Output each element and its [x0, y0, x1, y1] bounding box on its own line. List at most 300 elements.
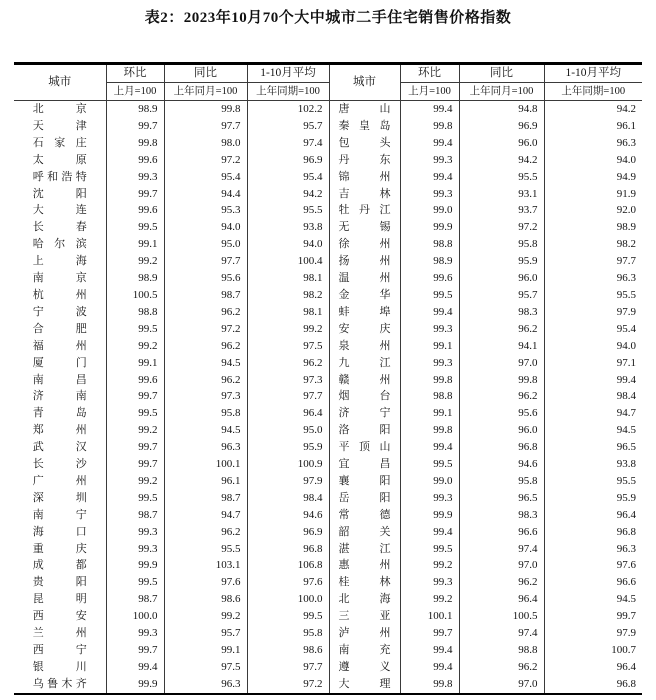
mom-value-cell: 99.7: [106, 388, 164, 405]
city-cell: [329, 321, 400, 338]
yoy-value-cell: 97.7: [164, 118, 247, 135]
avg-value-cell: 94.6: [247, 507, 329, 524]
city-name: 牡 丹 江: [338, 204, 391, 217]
mom-value-cell: 99.5: [106, 219, 164, 236]
yoy-value-cell: 96.4: [459, 591, 544, 608]
city-cell: [329, 659, 400, 676]
city-cell: [329, 253, 400, 270]
yoy-value-cell: 97.7: [164, 253, 247, 270]
avg-value-cell: 100.7: [544, 642, 642, 659]
mom-value-cell: 99.9: [106, 676, 164, 694]
avg-value-cell: 97.9: [544, 304, 642, 321]
city-cell: [14, 557, 106, 574]
yoy-value-cell: 96.5: [459, 490, 544, 507]
yoy-value-cell: 96.3: [164, 439, 247, 456]
mom-value-cell: 99.4: [400, 659, 459, 676]
avg-value-cell: 96.3: [544, 541, 642, 558]
table-row: [14, 557, 642, 574]
mom-value-cell: 98.8: [400, 236, 459, 253]
city-name: 呼 和 浩 特: [32, 170, 87, 183]
avg-value-cell: 98.9: [544, 219, 642, 236]
avg-value-cell: 100.0: [247, 591, 329, 608]
avg-value-cell: 96.1: [544, 118, 642, 135]
avg-value-cell: 93.8: [247, 219, 329, 236]
table-row: [14, 541, 642, 558]
mom-value-cell: 98.7: [106, 507, 164, 524]
city-cell: [14, 135, 106, 152]
yoy-value-cell: 97.2: [164, 152, 247, 169]
city-cell: [14, 186, 106, 203]
yoy-value-cell: 98.7: [164, 490, 247, 507]
table-row: [14, 473, 642, 490]
yoy-value-cell: 98.6: [164, 591, 247, 608]
yoy-value-cell: 96.2: [459, 659, 544, 676]
city-cell: [329, 338, 400, 355]
yoy-value-cell: 93.1: [459, 186, 544, 203]
mom-value-cell: 99.7: [400, 625, 459, 642]
city-name: 无 锡: [338, 221, 391, 234]
city-name: 吉 林: [338, 187, 391, 200]
mom-value-cell: 98.8: [400, 388, 459, 405]
header-avg-right: 1-10月平均: [544, 64, 642, 83]
avg-value-cell: 99.4: [544, 372, 642, 389]
city-name: 贵 阳: [32, 576, 87, 589]
city-name: 常 德: [338, 508, 391, 521]
table-body: [14, 101, 642, 694]
city-name: 遵 义: [338, 660, 391, 673]
avg-value-cell: 97.7: [544, 253, 642, 270]
city-name: 宁 波: [32, 305, 87, 318]
avg-value-cell: 95.5: [247, 202, 329, 219]
avg-value-cell: 98.2: [544, 236, 642, 253]
city-name: 丹 东: [338, 153, 391, 166]
yoy-value-cell: 97.6: [164, 574, 247, 591]
city-cell: [14, 676, 106, 694]
avg-value-cell: 95.9: [247, 439, 329, 456]
mom-value-cell: 99.5: [106, 321, 164, 338]
city-cell: [14, 608, 106, 625]
mom-value-cell: 99.9: [400, 507, 459, 524]
avg-value-cell: 97.9: [544, 625, 642, 642]
table-row: [14, 422, 642, 439]
city-name: 宜 昌: [338, 458, 391, 471]
yoy-value-cell: 97.4: [459, 625, 544, 642]
table-title: 表2：2023年10月70个大中城市二手住宅销售价格指数: [144, 10, 512, 26]
mom-value-cell: 99.3: [106, 625, 164, 642]
city-cell: [329, 169, 400, 186]
mom-value-cell: 99.4: [400, 642, 459, 659]
header-mom-base-left: 上月=100: [106, 83, 164, 101]
yoy-value-cell: 95.8: [459, 473, 544, 490]
header-city-left: 城市: [14, 64, 106, 101]
city-name: 重 庆: [32, 542, 87, 555]
avg-value-cell: 95.5: [544, 287, 642, 304]
mom-value-cell: 99.4: [400, 101, 459, 118]
city-cell: [329, 591, 400, 608]
city-cell: [329, 524, 400, 541]
yoy-value-cell: 96.2: [164, 338, 247, 355]
city-cell: [329, 186, 400, 203]
city-name: 成 都: [32, 559, 87, 572]
avg-value-cell: 94.5: [544, 591, 642, 608]
city-cell: [14, 338, 106, 355]
city-cell: [329, 574, 400, 591]
header-row-measures: [14, 64, 642, 83]
header-yoy-left: 同比: [164, 64, 247, 83]
yoy-value-cell: 94.5: [164, 422, 247, 439]
avg-value-cell: 97.9: [247, 473, 329, 490]
yoy-value-cell: 99.1: [164, 642, 247, 659]
city-cell: [329, 372, 400, 389]
city-name: 昆 明: [32, 593, 87, 606]
mom-value-cell: 99.3: [106, 169, 164, 186]
table-row: [14, 659, 642, 676]
mom-value-cell: 99.3: [400, 574, 459, 591]
city-cell: [14, 101, 106, 118]
city-name: 银 川: [32, 660, 87, 673]
avg-value-cell: 96.3: [544, 135, 642, 152]
mom-value-cell: 99.1: [106, 355, 164, 372]
yoy-value-cell: 96.2: [459, 388, 544, 405]
city-name: 韶 关: [338, 525, 391, 538]
city-cell: [14, 304, 106, 321]
avg-value-cell: 100.4: [247, 253, 329, 270]
city-cell: [14, 236, 106, 253]
avg-value-cell: 94.0: [544, 152, 642, 169]
table-row: [14, 253, 642, 270]
mom-value-cell: 99.2: [400, 557, 459, 574]
city-name: 徐 州: [338, 238, 391, 251]
city-name: 北 海: [338, 593, 391, 606]
city-cell: [14, 490, 106, 507]
city-cell: [329, 236, 400, 253]
mom-value-cell: 99.8: [400, 118, 459, 135]
city-cell: [329, 557, 400, 574]
city-name: 南 京: [32, 272, 87, 285]
mom-value-cell: 99.8: [400, 372, 459, 389]
mom-value-cell: 99.5: [400, 456, 459, 473]
city-cell: [329, 405, 400, 422]
mom-value-cell: 99.3: [400, 186, 459, 203]
city-name: 哈 尔 滨: [32, 238, 87, 251]
city-cell: [329, 219, 400, 236]
yoy-value-cell: 98.7: [164, 287, 247, 304]
city-name: 扬 州: [338, 255, 391, 268]
city-name: 西 安: [32, 610, 87, 623]
mom-value-cell: 99.9: [400, 219, 459, 236]
avg-value-cell: 96.2: [247, 355, 329, 372]
avg-value-cell: 95.7: [247, 118, 329, 135]
table-row: [14, 676, 642, 694]
mom-value-cell: 99.7: [106, 642, 164, 659]
city-cell: [329, 676, 400, 694]
yoy-value-cell: 94.6: [459, 456, 544, 473]
city-name: 泸 州: [338, 627, 391, 640]
avg-value-cell: 98.4: [544, 388, 642, 405]
city-cell: [14, 270, 106, 287]
yoy-value-cell: 99.8: [459, 372, 544, 389]
mom-value-cell: 99.2: [106, 338, 164, 355]
avg-value-cell: 97.7: [247, 388, 329, 405]
table-row: [14, 118, 642, 135]
avg-value-cell: 96.4: [247, 405, 329, 422]
city-name: 岳 阳: [338, 491, 391, 504]
mom-value-cell: 99.4: [400, 524, 459, 541]
avg-value-cell: 97.2: [247, 676, 329, 694]
table-row: [14, 625, 642, 642]
avg-value-cell: 100.9: [247, 456, 329, 473]
city-cell: [329, 287, 400, 304]
avg-value-cell: 94.2: [544, 101, 642, 118]
city-name: 包 头: [338, 136, 391, 149]
table-row: [14, 270, 642, 287]
city-name: 南 宁: [32, 508, 87, 521]
city-cell: [14, 524, 106, 541]
city-cell: [14, 507, 106, 524]
city-name: 南 充: [338, 644, 391, 656]
yoy-value-cell: 94.4: [164, 186, 247, 203]
avg-value-cell: 97.3: [247, 372, 329, 389]
mom-value-cell: 99.1: [400, 405, 459, 422]
city-name: 厦 门: [32, 356, 87, 369]
mom-value-cell: 99.4: [400, 135, 459, 152]
table-row: [14, 186, 642, 203]
mom-value-cell: 99.7: [106, 186, 164, 203]
mom-value-cell: 99.2: [106, 422, 164, 439]
city-name: 金 华: [338, 288, 391, 301]
mom-value-cell: 99.4: [106, 659, 164, 676]
mom-value-cell: 99.2: [106, 473, 164, 490]
avg-value-cell: 98.1: [247, 304, 329, 321]
avg-value-cell: 94.5: [544, 422, 642, 439]
yoy-value-cell: 103.1: [164, 557, 247, 574]
table-row: [14, 355, 642, 372]
yoy-value-cell: 94.7: [164, 507, 247, 524]
table-row: [14, 456, 642, 473]
yoy-value-cell: 96.3: [164, 676, 247, 694]
mom-value-cell: 98.9: [400, 253, 459, 270]
city-cell: [14, 169, 106, 186]
city-name: 大 理: [338, 677, 391, 690]
city-cell: [14, 456, 106, 473]
city-name: 郑 州: [32, 424, 87, 437]
header-yoy-right: 同比: [459, 64, 544, 83]
yoy-value-cell: 96.2: [459, 321, 544, 338]
avg-value-cell: 96.3: [544, 270, 642, 287]
city-cell: [14, 219, 106, 236]
mom-value-cell: 99.3: [400, 321, 459, 338]
avg-value-cell: 95.0: [247, 422, 329, 439]
yoy-value-cell: 97.0: [459, 557, 544, 574]
yoy-value-cell: 95.5: [164, 541, 247, 558]
city-name: 天 津: [32, 119, 87, 132]
yoy-value-cell: 96.2: [164, 524, 247, 541]
avg-value-cell: 95.4: [544, 321, 642, 338]
city-name: 武 汉: [32, 441, 87, 454]
header-avg-base-right: 上年同期=100: [544, 83, 642, 101]
city-cell: [14, 202, 106, 219]
city-cell: [14, 591, 106, 608]
yoy-value-cell: 93.7: [459, 202, 544, 219]
yoy-value-cell: 95.8: [459, 236, 544, 253]
header-mom-right: 环比: [400, 64, 459, 83]
avg-value-cell: 94.2: [247, 186, 329, 203]
yoy-value-cell: 95.6: [164, 270, 247, 287]
yoy-value-cell: 95.9: [459, 253, 544, 270]
city-name: 杭 州: [32, 288, 87, 301]
city-name: 长 春: [32, 221, 87, 234]
header-avg-left: 1-10月平均: [247, 64, 329, 83]
city-name: 三 亚: [338, 610, 391, 623]
city-name: 平 顶 山: [338, 441, 391, 454]
avg-value-cell: 99.7: [544, 608, 642, 625]
city-name: 西 宁: [32, 644, 87, 656]
yoy-value-cell: 96.9: [459, 118, 544, 135]
yoy-value-cell: 94.0: [164, 219, 247, 236]
city-cell: [329, 642, 400, 659]
mom-value-cell: 99.8: [400, 676, 459, 694]
table-row: [14, 135, 642, 152]
yoy-value-cell: 97.4: [459, 541, 544, 558]
table-row: [14, 608, 642, 625]
city-cell: [329, 473, 400, 490]
table-row: [14, 287, 642, 304]
city-cell: [329, 135, 400, 152]
yoy-value-cell: 97.2: [164, 321, 247, 338]
city-cell: [329, 388, 400, 405]
city-name: 洛 阳: [338, 424, 391, 437]
city-name: 福 州: [32, 339, 87, 352]
mom-value-cell: 99.6: [106, 372, 164, 389]
yoy-value-cell: 99.2: [164, 608, 247, 625]
city-name: 广 州: [32, 474, 87, 487]
mom-value-cell: 99.1: [106, 236, 164, 253]
avg-value-cell: 96.8: [544, 524, 642, 541]
city-cell: [329, 355, 400, 372]
table-row: [14, 152, 642, 169]
table-row: [14, 372, 642, 389]
yoy-value-cell: 96.2: [164, 304, 247, 321]
city-name: 襄 阳: [338, 474, 391, 487]
mom-value-cell: 99.4: [400, 304, 459, 321]
header-mom-left: 环比: [106, 64, 164, 83]
city-cell: [329, 118, 400, 135]
mom-value-cell: 99.7: [106, 439, 164, 456]
yoy-value-cell: 95.6: [459, 405, 544, 422]
yoy-value-cell: 96.2: [459, 574, 544, 591]
mom-value-cell: 99.0: [400, 473, 459, 490]
yoy-value-cell: 98.3: [459, 304, 544, 321]
mom-value-cell: 98.9: [106, 270, 164, 287]
avg-value-cell: 102.2: [247, 101, 329, 118]
yoy-value-cell: 95.3: [164, 202, 247, 219]
city-cell: [329, 101, 400, 118]
avg-value-cell: 97.4: [247, 135, 329, 152]
city-name: 海 口: [32, 525, 87, 538]
yoy-value-cell: 97.5: [164, 659, 247, 676]
city-cell: [329, 152, 400, 169]
city-name: 湛 江: [338, 542, 391, 555]
yoy-value-cell: 96.1: [164, 473, 247, 490]
avg-value-cell: 97.7: [247, 659, 329, 676]
yoy-value-cell: 98.8: [459, 642, 544, 659]
table-row: [14, 642, 642, 659]
mom-value-cell: 98.7: [106, 591, 164, 608]
city-cell: [14, 625, 106, 642]
yoy-value-cell: 96.6: [459, 524, 544, 541]
avg-value-cell: 98.2: [247, 287, 329, 304]
city-cell: [14, 355, 106, 372]
yoy-value-cell: 100.1: [164, 456, 247, 473]
mom-value-cell: 98.9: [106, 101, 164, 118]
mom-value-cell: 99.5: [106, 405, 164, 422]
mom-value-cell: 99.8: [400, 422, 459, 439]
table-row: [14, 202, 642, 219]
avg-value-cell: 98.4: [247, 490, 329, 507]
header-avg-base-left: 上年同期=100: [247, 83, 329, 101]
city-cell: [14, 642, 106, 659]
yoy-value-cell: 94.5: [164, 355, 247, 372]
city-cell: [14, 659, 106, 676]
avg-value-cell: 91.9: [544, 186, 642, 203]
city-name: 南 昌: [32, 373, 87, 386]
city-name: 惠 州: [338, 559, 391, 572]
mom-value-cell: 99.8: [106, 135, 164, 152]
city-name: 合 肥: [32, 322, 87, 335]
yoy-value-cell: 100.5: [459, 608, 544, 625]
city-name: 太 原: [32, 153, 87, 166]
avg-value-cell: 96.9: [247, 524, 329, 541]
mom-value-cell: 100.5: [106, 287, 164, 304]
city-cell: [329, 202, 400, 219]
city-cell: [14, 253, 106, 270]
city-cell: [329, 304, 400, 321]
city-name: 青 岛: [32, 407, 87, 420]
city-name: 深 圳: [32, 491, 87, 504]
yoy-value-cell: 97.3: [164, 388, 247, 405]
avg-value-cell: 99.5: [247, 608, 329, 625]
city-name: 赣 州: [338, 373, 391, 386]
table-row: [14, 439, 642, 456]
city-cell: [14, 473, 106, 490]
avg-value-cell: 94.7: [544, 405, 642, 422]
city-cell: [329, 422, 400, 439]
avg-value-cell: 95.5: [544, 473, 642, 490]
city-name: 烟 台: [338, 390, 391, 403]
city-cell: [329, 541, 400, 558]
mom-value-cell: 99.7: [106, 456, 164, 473]
city-name: 桂 林: [338, 576, 391, 589]
city-name: 沈 阳: [32, 187, 87, 200]
table-row: [14, 490, 642, 507]
header-yoy-base-left: 上年同月=100: [164, 83, 247, 101]
city-name: 唐 山: [338, 103, 391, 115]
table-row: [14, 405, 642, 422]
city-name: 泉 州: [338, 339, 391, 352]
mom-value-cell: 99.5: [400, 541, 459, 558]
mom-value-cell: 99.2: [400, 591, 459, 608]
header-city-right: 城市: [329, 64, 400, 101]
mom-value-cell: 99.3: [400, 355, 459, 372]
avg-value-cell: 96.5: [544, 439, 642, 456]
yoy-value-cell: 96.0: [459, 422, 544, 439]
table-header: [14, 64, 642, 101]
city-cell: [329, 507, 400, 524]
city-cell: [329, 625, 400, 642]
header-mom-base-right: 上月=100: [400, 83, 459, 101]
avg-value-cell: 97.1: [544, 355, 642, 372]
avg-value-cell: 93.8: [544, 456, 642, 473]
